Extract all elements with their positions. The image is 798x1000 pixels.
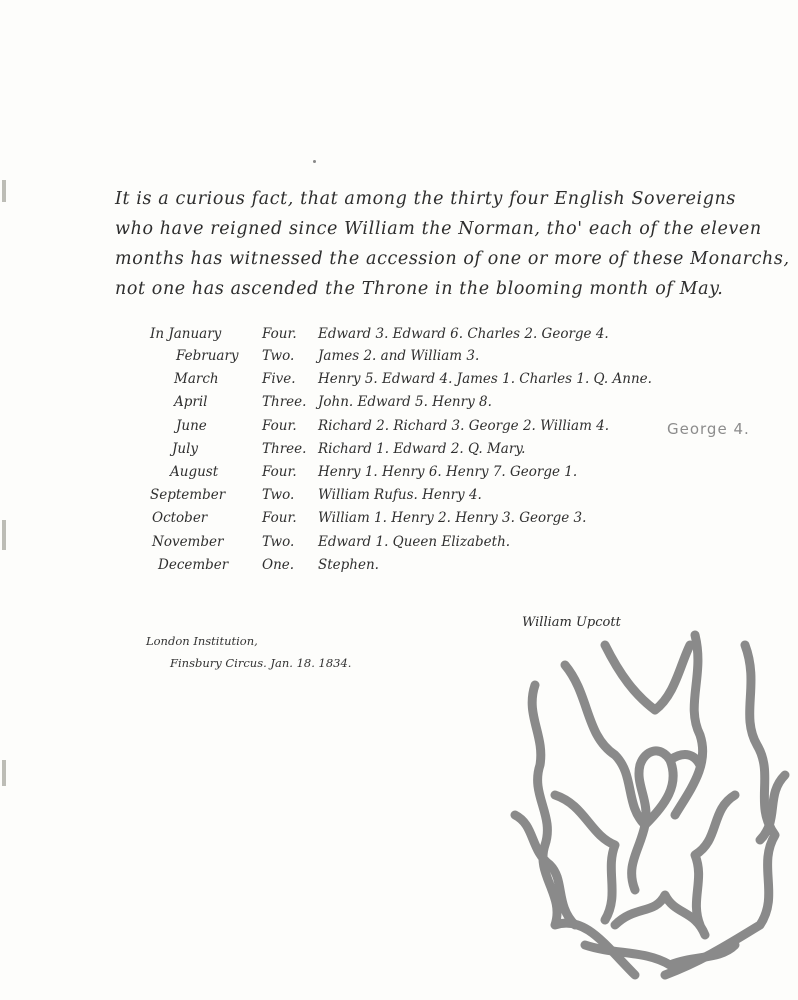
accession-count: One. bbox=[262, 557, 295, 573]
accession-month: October bbox=[152, 510, 208, 526]
accession-count: Four. bbox=[262, 326, 297, 342]
accession-names: Henry 5. Edward 4. James 1. Charles 1. Q. Anne. bbox=[318, 371, 652, 387]
accession-count: Four. bbox=[262, 464, 297, 480]
phoenix-stamp-icon bbox=[495, 625, 795, 985]
accession-count: Four. bbox=[262, 510, 297, 526]
place-line: London Institution, bbox=[146, 634, 258, 648]
accession-names: Richard 2. Richard 3. George 2. William 4. bbox=[318, 418, 610, 434]
date-line: Finsbury Circus. Jan. 18. 1834. bbox=[170, 656, 352, 670]
accession-month: December bbox=[158, 557, 229, 573]
accession-names: Edward 1. Queen Elizabeth. bbox=[318, 534, 511, 550]
accession-names: James 2. and William 3. bbox=[318, 348, 480, 364]
pencil-annotation: George 4. bbox=[667, 420, 750, 438]
paragraph-line: months has witnessed the accession of one or more of these Monarchs, bbox=[115, 249, 790, 269]
accession-count: Three. bbox=[262, 441, 307, 457]
paragraph-line: It is a curious fact, that among the thirty four English Sovereigns bbox=[115, 189, 737, 209]
paper-edge-mark bbox=[2, 760, 6, 786]
accession-names: Edward 3. Edward 6. Charles 2. George 4. bbox=[318, 326, 609, 342]
accession-names: William Rufus. Henry 4. bbox=[318, 487, 482, 503]
accession-month: November bbox=[152, 534, 224, 550]
accession-month: June bbox=[176, 418, 207, 434]
accession-names: Stephen. bbox=[318, 557, 379, 573]
accession-count: Three. bbox=[262, 394, 307, 410]
accession-names: William 1. Henry 2. Henry 3. George 3. bbox=[318, 510, 587, 526]
accession-month: July bbox=[172, 441, 199, 457]
accession-month: In January bbox=[150, 326, 222, 342]
accession-count: Five. bbox=[262, 371, 296, 387]
accession-month: March bbox=[174, 371, 219, 387]
accession-count: Four. bbox=[262, 418, 297, 434]
paper-edge-mark bbox=[2, 180, 6, 202]
accession-month: February bbox=[176, 348, 239, 364]
accession-count: Two. bbox=[262, 348, 295, 364]
accession-month: April bbox=[174, 394, 208, 410]
accession-month: September bbox=[150, 487, 226, 503]
accession-count: Two. bbox=[262, 487, 295, 503]
paragraph-line: who have reigned since William the Norman, tho' each of the eleven bbox=[115, 219, 762, 239]
intro-paragraph bbox=[115, 184, 790, 304]
signature: William Upcott bbox=[522, 615, 621, 630]
paragraph-line: not one has ascended the Throne in the blooming month of May. bbox=[115, 279, 724, 299]
accession-names: John. Edward 5. Henry 8. bbox=[318, 394, 492, 410]
accession-count: Two. bbox=[262, 534, 295, 550]
accession-names: Henry 1. Henry 6. Henry 7. George 1. bbox=[318, 464, 578, 480]
paper-edge-mark bbox=[2, 520, 6, 550]
accession-names: Richard 1. Edward 2. Q. Mary. bbox=[318, 441, 526, 457]
accession-month: August bbox=[170, 464, 219, 480]
ink-dot bbox=[313, 160, 316, 163]
